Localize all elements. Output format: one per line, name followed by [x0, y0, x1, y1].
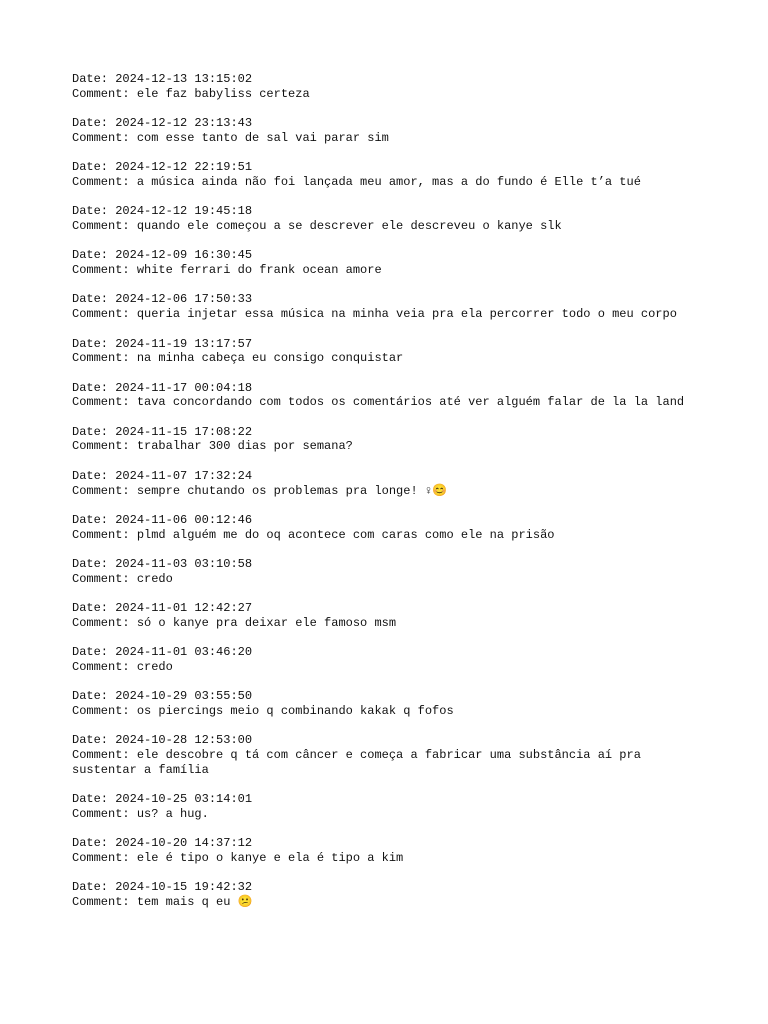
- comment-entry: [72, 557, 712, 586]
- date-label: Date:: [72, 72, 116, 86]
- date-value: 2024-12-13 13:15:02: [115, 72, 253, 86]
- date-label: Date:: [72, 557, 116, 572]
- date-value: 2024-11-06 00:12:46: [115, 512, 253, 527]
- comment-text: plmd alguém me do oq acontece com caras como ele na prisão: [136, 527, 555, 542]
- date-line: [72, 248, 712, 263]
- date-value: 2024-11-15 17:08:22: [115, 424, 253, 439]
- comment-label: Comment:: [72, 851, 137, 865]
- date-line: [72, 836, 712, 851]
- comment-entry: [72, 72, 712, 101]
- date-label: Date:: [72, 468, 116, 483]
- comment-text: quando ele começou a se descrever ele descreveu o kanye slk: [136, 218, 562, 233]
- comment-label: Comment:: [72, 659, 137, 674]
- comment-entry: [72, 880, 712, 909]
- comment-entry: [72, 116, 712, 145]
- comment-line: [72, 395, 712, 410]
- date-line: [72, 513, 712, 528]
- date-label: Date:: [72, 645, 116, 660]
- date-label: Date:: [72, 689, 116, 704]
- comment-label: Comment:: [72, 571, 137, 586]
- comment-line: [72, 307, 712, 322]
- comment-line: [72, 660, 712, 675]
- date-label: Date:: [72, 836, 116, 851]
- date-line: [72, 72, 712, 87]
- date-label: Date:: [72, 292, 116, 307]
- date-value: 2024-12-06 17:50:33: [115, 292, 253, 307]
- date-line: [72, 645, 712, 660]
- date-value: 2024-11-19 13:17:57: [115, 336, 253, 351]
- comment-line: [72, 175, 712, 190]
- comment-line: [72, 263, 712, 278]
- date-label: Date:: [72, 160, 116, 175]
- comment-entry: [72, 836, 712, 865]
- comment-line: [72, 87, 712, 102]
- date-line: [72, 160, 712, 175]
- date-label: Date:: [72, 601, 116, 616]
- date-label: Date:: [72, 248, 116, 263]
- date-value: 2024-12-12 23:13:43: [115, 116, 253, 131]
- comment-line: [72, 895, 712, 910]
- comment-entry: [72, 645, 712, 674]
- comment-entry: [72, 160, 712, 189]
- date-label: Date:: [72, 380, 116, 395]
- date-value: 2024-11-03 03:10:58: [115, 557, 253, 572]
- comment-text: white ferrari do frank ocean amore: [136, 263, 382, 278]
- comment-text: us? a hug.: [136, 806, 209, 821]
- date-value: 2024-10-29 03:55:50: [115, 689, 253, 704]
- comment-line: [72, 572, 712, 587]
- comment-text: tava concordando com todos os comentários até ver alguém falar de la la land: [136, 395, 685, 410]
- comment-text: ele é tipo o kanye e ela é tipo a kim: [136, 851, 404, 865]
- comment-label: Comment:: [72, 174, 137, 189]
- comment-line: [72, 807, 712, 822]
- date-value: 2024-11-01 12:42:27: [115, 601, 253, 616]
- comment-text: na minha cabeça eu consigo conquistar: [136, 351, 404, 366]
- date-value: 2024-12-12 22:19:51: [115, 160, 253, 175]
- comment-line: [72, 528, 712, 543]
- date-value: 2024-10-28 12:53:00: [115, 733, 253, 748]
- date-value: 2024-11-01 03:46:20: [115, 645, 253, 660]
- comment-line: [72, 131, 712, 146]
- comment-entry: [72, 337, 712, 366]
- date-label: Date:: [72, 792, 116, 807]
- comment-text: os piercings meio q combinando kakak q fofos: [136, 704, 454, 719]
- comment-label: Comment:: [72, 218, 137, 233]
- comment-label: Comment:: [72, 263, 137, 278]
- date-line: [72, 292, 712, 307]
- date-line: [72, 689, 712, 704]
- comment-entry: [72, 248, 712, 277]
- comment-text: credo: [136, 659, 173, 674]
- date-line: [72, 880, 712, 895]
- comment-text: queria injetar essa música na minha veia pra ela percorrer todo o meu corpo: [136, 307, 677, 322]
- comment-line: [72, 484, 712, 499]
- comment-text: com esse tanto de sal vai parar sim: [136, 130, 389, 145]
- comment-line: [72, 351, 712, 366]
- comment-text: ele faz babyliss certeza: [136, 86, 310, 101]
- comment-line: [72, 219, 712, 234]
- comment-label: Comment:: [72, 351, 137, 366]
- comment-line: [72, 704, 712, 719]
- comment-line: [72, 851, 712, 866]
- comment-label: Comment:: [72, 527, 137, 542]
- date-value: 2024-12-12 19:45:18: [115, 204, 253, 219]
- comment-entry: [72, 292, 712, 321]
- comment-label: Comment:: [72, 483, 137, 498]
- comment-line: [72, 439, 712, 454]
- comment-line: [72, 748, 712, 777]
- date-label: Date:: [72, 733, 116, 748]
- comment-label: Comment:: [72, 439, 137, 454]
- comment-label: Comment:: [72, 307, 137, 322]
- date-label: Date:: [72, 424, 116, 439]
- date-line: [72, 337, 712, 352]
- comment-text: ele descobre q tá com câncer e começa a fabricar uma substância aí pra sustentar a família: [72, 748, 649, 777]
- comment-label: Comment:: [72, 806, 137, 821]
- comment-entry: [72, 425, 712, 454]
- date-line: [72, 425, 712, 440]
- comment-label: Comment:: [72, 395, 137, 410]
- date-value: 2024-10-25 03:14:01: [115, 792, 253, 807]
- comment-label: Comment:: [72, 86, 137, 101]
- comment-label: Comment:: [72, 704, 137, 719]
- date-value: 2024-10-20 14:37:12: [115, 836, 253, 851]
- date-value: 2024-11-07 17:32:24: [115, 468, 253, 483]
- date-line: [72, 116, 712, 131]
- comment-text: a música ainda não foi lançada meu amor, mas a do fundo é Elle t’a tué: [136, 174, 641, 189]
- date-line: [72, 601, 712, 616]
- comment-line: [72, 616, 712, 631]
- comment-entry: [72, 689, 712, 718]
- date-label: Date:: [72, 336, 116, 351]
- date-label: Date:: [72, 116, 116, 131]
- comment-text: credo: [136, 571, 173, 586]
- date-line: [72, 792, 712, 807]
- comment-label: Comment:: [72, 895, 137, 910]
- comment-label: Comment:: [72, 748, 137, 763]
- date-label: Date:: [72, 512, 116, 527]
- date-value: 2024-12-09 16:30:45: [115, 248, 253, 263]
- date-line: [72, 557, 712, 572]
- comment-label: Comment:: [72, 130, 137, 145]
- comment-entry: [72, 601, 712, 630]
- comment-label: Comment:: [72, 615, 137, 630]
- date-line: [72, 733, 712, 748]
- comment-entry: [72, 792, 712, 821]
- comment-entry: [72, 469, 712, 498]
- comment-entry: [72, 381, 712, 410]
- date-label: Date:: [72, 204, 116, 219]
- comment-entry: [72, 204, 712, 233]
- date-line: [72, 381, 712, 396]
- comment-document: [72, 72, 712, 924]
- comment-text: tem mais q eu 😕: [136, 895, 253, 910]
- comment-entry: [72, 733, 712, 777]
- comment-text: sempre chutando os problemas pra longe! ♀😊: [136, 483, 448, 498]
- date-line: [72, 469, 712, 484]
- date-label: Date:: [72, 880, 116, 895]
- comment-text: trabalhar 300 dias por semana?: [136, 439, 353, 454]
- date-line: [72, 204, 712, 219]
- comment-entry: [72, 513, 712, 542]
- date-value: 2024-10-15 19:42:32: [115, 880, 253, 895]
- date-value: 2024-11-17 00:04:18: [115, 380, 253, 395]
- comment-text: só o kanye pra deixar ele famoso msm: [136, 615, 397, 630]
